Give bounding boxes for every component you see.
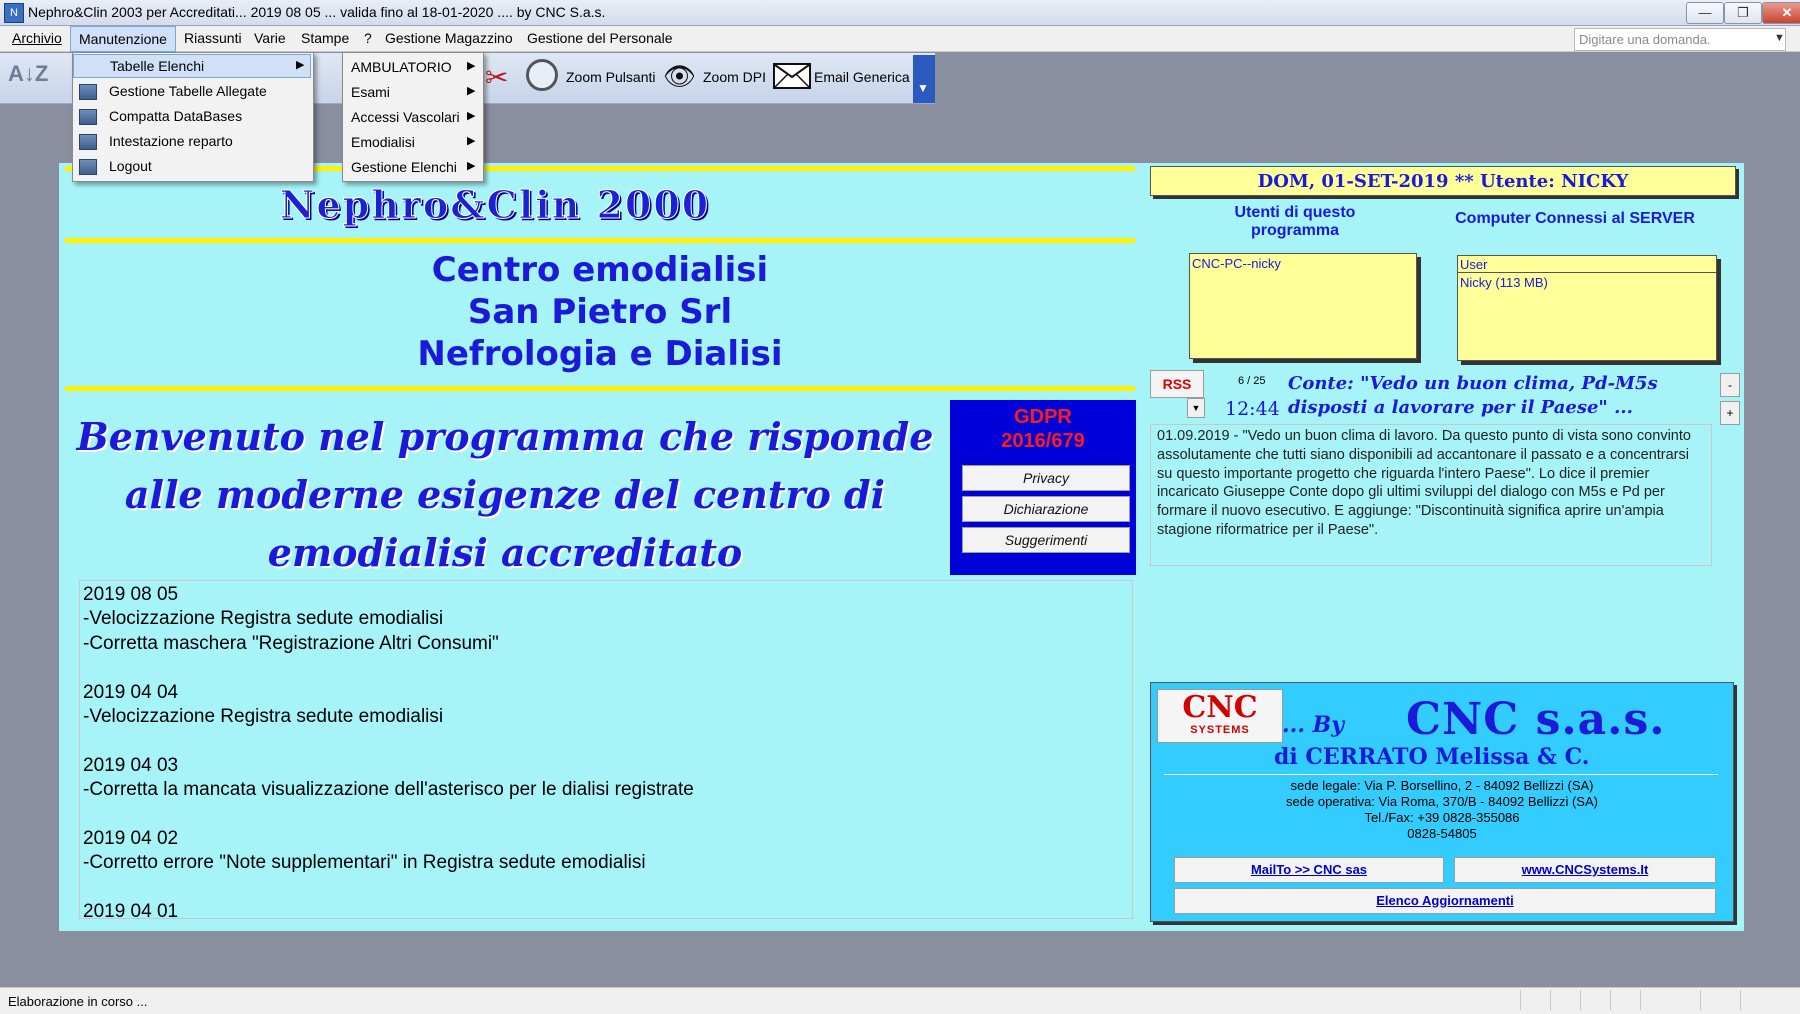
- status-cell: [1610, 990, 1639, 1010]
- center-name-line2: San Pietro Srl: [467, 292, 733, 332]
- table-icon: [79, 134, 97, 150]
- rss-prev-button[interactable]: -: [1720, 373, 1740, 397]
- center-name-line1: Centro emodialisi: [431, 250, 769, 290]
- minimize-button[interactable]: —: [1686, 2, 1724, 24]
- computers-title: Computer Connessi al SERVER: [1455, 210, 1695, 227]
- menu-varie[interactable]: Varie: [254, 30, 286, 46]
- email-button[interactable]: Email Generica: [814, 69, 910, 85]
- menu-item-logout[interactable]: Logout: [73, 155, 311, 179]
- list-item[interactable]: Nicky (113 MB): [1460, 275, 1548, 290]
- chevron-down-icon[interactable]: ▼: [1187, 398, 1205, 418]
- computers-list[interactable]: [1457, 255, 1717, 361]
- gdpr-panel: [950, 400, 1136, 575]
- changelog-box[interactable]: [79, 580, 1133, 919]
- changelog-line: -Velocizzazione Registra sedute emodialisi: [83, 706, 444, 727]
- status-cell: [1550, 990, 1579, 1010]
- changelog-line: 2019 08 05: [83, 584, 179, 605]
- divider: [65, 386, 1135, 391]
- by-label: ... By: [1282, 712, 1345, 738]
- users-title: Utenti di questo programma: [1234, 204, 1356, 239]
- menu-item-intestazione-reparto[interactable]: Intestazione reparto: [73, 130, 311, 154]
- status-text: Elaborazione in corso ...: [8, 994, 148, 1009]
- company-address: sede legale: Via P. Borsellino, 2 - 84092 Bellizzi (SA) sede operativa: Via Roma, 370/B - 84092 Bellizzi (SA) Tel./Fax: +39 0828-355086 0828-54805: [1286, 778, 1598, 841]
- company-logo: CNC SYSTEMS: [1157, 689, 1283, 743]
- menu-item-tabelle-elenchi[interactable]: Tabelle Elenchi ▶: [73, 54, 311, 78]
- ask-question-input[interactable]: Digitare una domanda.: [1574, 28, 1786, 51]
- list-item[interactable]: CNC-PC--nicky: [1192, 256, 1281, 271]
- menu-help[interactable]: ?: [364, 30, 372, 46]
- tabelle-elenchi-submenu: [342, 52, 484, 182]
- status-cell: [1580, 990, 1609, 1010]
- zoom-dpi-button[interactable]: Zoom DPI: [703, 69, 767, 85]
- divider: [65, 238, 1135, 243]
- scissors-icon[interactable]: ✂: [485, 62, 509, 93]
- menu-archivio[interactable]: Archivio: [12, 30, 62, 46]
- mailto-button[interactable]: MailTo >> CNC sas: [1174, 857, 1444, 883]
- rss-count: 6 / 25: [1238, 375, 1266, 387]
- table-icon: [79, 109, 97, 125]
- rss-time: 12:44: [1225, 398, 1280, 420]
- rss-button[interactable]: RSS: [1150, 370, 1204, 398]
- status-cell: [1640, 990, 1669, 1010]
- company-name: CNC s.a.s.: [1406, 694, 1666, 745]
- restore-button[interactable]: ❐: [1724, 2, 1762, 24]
- gdpr-regulation: 2016/679: [1001, 430, 1085, 452]
- menu-gestione-magazzino[interactable]: Gestione Magazzino: [385, 30, 513, 46]
- users-list[interactable]: [1189, 253, 1417, 359]
- changelog-line: 2019 04 01: [83, 901, 179, 919]
- changelog-line: 2019 04 03: [83, 755, 179, 776]
- center-name-line3: Nefrologia e Dialisi: [417, 334, 783, 374]
- status-bar: [0, 987, 1800, 1014]
- dichiarazione-button[interactable]: Dichiarazione: [962, 496, 1130, 522]
- menu-riassunti[interactable]: Riassunti: [184, 30, 242, 46]
- zoom-buttons-button[interactable]: Zoom Pulsanti: [566, 69, 656, 85]
- suggerimenti-button[interactable]: Suggerimenti: [962, 527, 1130, 553]
- gdpr-title: GDPR: [1014, 406, 1072, 428]
- magnifier-icon[interactable]: [526, 59, 558, 91]
- app-logo-text: Nephro&Clin 2000: [279, 182, 711, 227]
- manutenzione-menu: [72, 52, 314, 182]
- title-bar: [0, 0, 1800, 26]
- eye-icon[interactable]: 👁: [663, 61, 697, 91]
- rss-body: [1150, 424, 1712, 566]
- updates-list-button[interactable]: Elenco Aggiornamenti: [1174, 888, 1716, 914]
- changelog-line: 2019 04 02: [83, 828, 179, 849]
- welcome-text: Benvenuto nel programma che risponde alle moderne esigenze del centro di emodialisi accreditato: [76, 414, 934, 575]
- menu-manutenzione[interactable]: Manutenzione: [70, 26, 176, 52]
- table-icon: [79, 159, 97, 175]
- company-owner: di CERRATO Melissa & C.: [1274, 744, 1590, 770]
- menu-gestione-personale[interactable]: Gestione del Personale: [527, 30, 673, 46]
- menu-stampe[interactable]: Stampe: [301, 30, 350, 46]
- chevron-down-icon: ▼: [917, 81, 929, 95]
- rss-headline[interactable]: Conte: "Vedo un buon clima, Pd-M5s disposti a lavorare per il Paese" ...: [1288, 373, 1658, 418]
- date-user-bar: [1150, 166, 1736, 196]
- status-cell: [1700, 990, 1729, 1010]
- submenu-item-accessi-vascolari[interactable]: Accessi Vascolari ▶: [351, 109, 476, 125]
- list-header: User: [1458, 256, 1716, 273]
- divider: [1164, 774, 1718, 775]
- rss-body-text: 01.09.2019 - "Vedo un buon clima di lavoro. Da questo punto di vista sono convinto assolutamente che tutti siano disponibili ad accantonare il passato e a concentrarsi su questo importante progetto che riguarda l'intero Paese". Lo dice il premier incaricato Giuseppe Conte dopo gli ultimi sviluppi del dialogo con M5s e Pd per formare il nuovo esecutivo. E aggiunge: "Discontinuità significa aprire un'ampia stagione riformatrice per il Paese".: [1157, 428, 1691, 538]
- chevron-down-icon[interactable]: ▼: [1774, 32, 1785, 44]
- menu-item-gestione-tabelle-allegate[interactable]: Gestione Tabelle Allegate: [73, 80, 311, 104]
- rss-next-button[interactable]: +: [1720, 401, 1740, 425]
- toolbar-options[interactable]: [913, 55, 935, 103]
- menu-bar: [0, 26, 1800, 52]
- app-icon: N: [4, 3, 24, 23]
- changelog-line: 2019 04 04: [83, 682, 179, 703]
- website-button[interactable]: www.CNCSystems.It: [1454, 857, 1716, 883]
- changelog-line: -Corretto errore "Note supplementari" in Registra sedute emodialisi: [83, 852, 646, 873]
- changelog-line: -Corretta la mancata visualizzazione dell'asterisco per le dialisi registrate: [83, 779, 694, 800]
- privacy-button[interactable]: Privacy: [962, 465, 1130, 491]
- submenu-item-ambulatorio[interactable]: AMBULATORIO ▶: [351, 59, 476, 75]
- changelog-line: -Corretta maschera "Registrazione Altri Consumi": [83, 633, 499, 654]
- status-cell: [1520, 990, 1549, 1010]
- window-title: Nephro&Clin 2003 per Accreditati... 2019 08 05 ... valida fino al 18-01-2020 .... by CNC S.a.s.: [28, 4, 606, 20]
- table-icon: [79, 84, 97, 100]
- menu-item-compatta-databases[interactable]: Compatta DataBases: [73, 105, 311, 129]
- sort-az-icon[interactable]: A↓Z: [8, 61, 49, 86]
- date-user-text: DOM, 01-SET-2019 ** Utente: NICKY: [1257, 171, 1629, 192]
- status-cell: [1740, 990, 1769, 1010]
- changelog-line: -Velocizzazione Registra sedute emodialisi: [83, 608, 444, 629]
- close-button[interactable]: ✕: [1762, 2, 1800, 24]
- submenu-item-gestione-elenchi[interactable]: Gestione Elenchi ▶: [351, 159, 476, 175]
- submenu-item-esami[interactable]: Esami ▶: [351, 84, 476, 100]
- submenu-item-emodialisi[interactable]: Emodialisi ▶: [351, 134, 476, 150]
- envelope-icon[interactable]: [773, 63, 811, 89]
